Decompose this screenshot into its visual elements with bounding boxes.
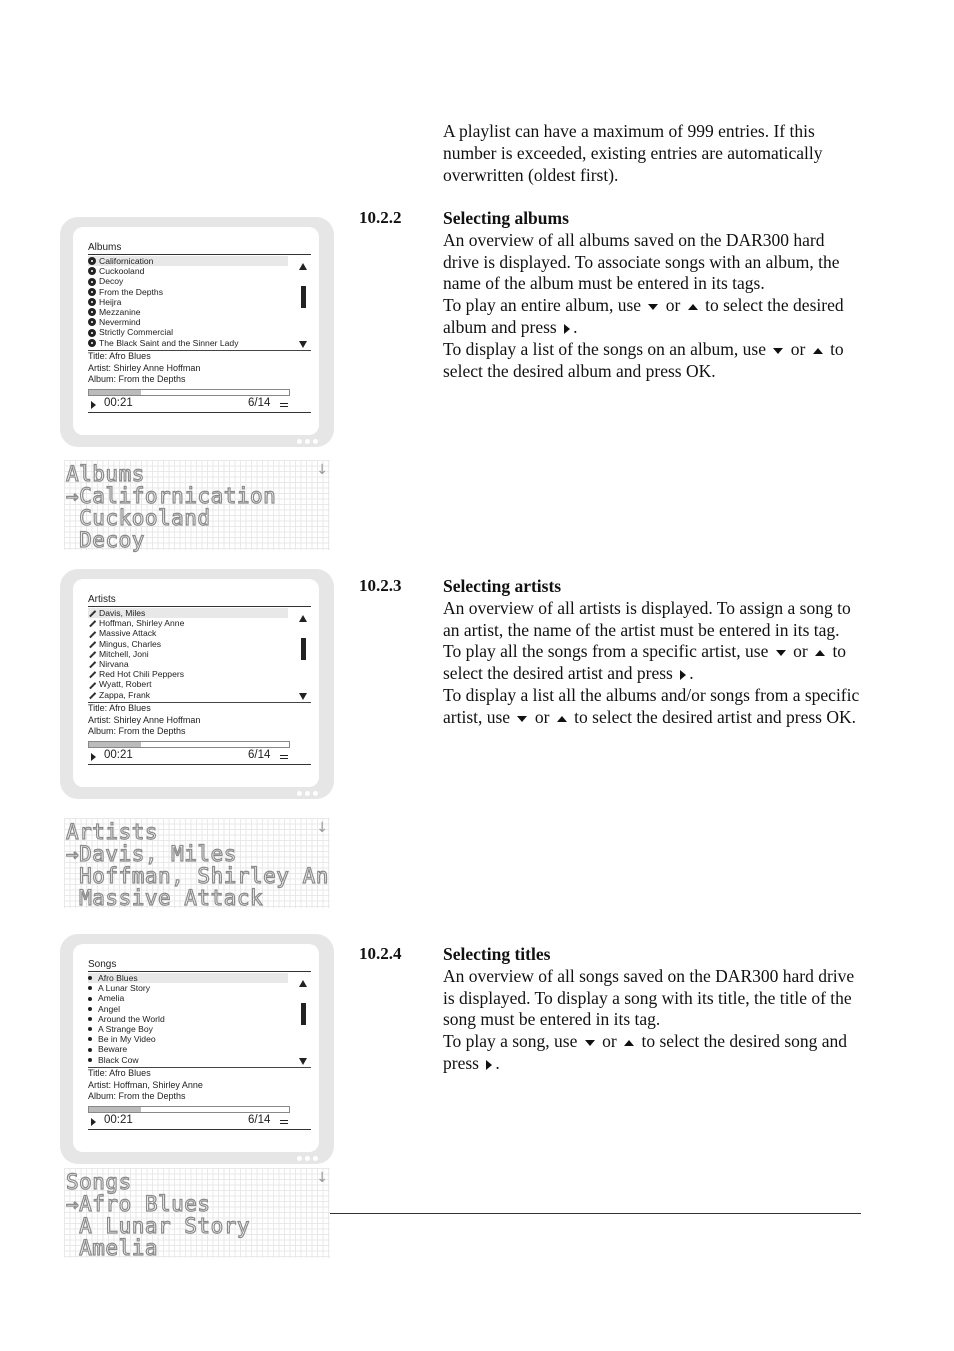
info-album: Album: From the Depths — [88, 1091, 186, 1102]
scroll-up-icon — [299, 263, 307, 270]
section-number: 10.2.3 — [359, 576, 402, 595]
down-arrow-icon — [517, 716, 527, 722]
artist-icon — [88, 690, 96, 698]
list-item-label: Massive Attack — [99, 628, 157, 639]
divider — [88, 412, 311, 413]
list-item-label: Mitchell, Joni — [99, 648, 149, 659]
list-item-label: Californication — [99, 256, 154, 266]
list-item — [88, 317, 288, 327]
note-icon — [88, 1007, 92, 1011]
info-artist: Artist: Shirley Anne Hoffman — [88, 714, 201, 725]
down-arrow-icon: ↓ — [316, 462, 328, 478]
list-item — [88, 338, 288, 348]
section-albums — [443, 208, 863, 382]
device-screen-artists — [60, 569, 334, 799]
down-arrow-icon — [773, 348, 783, 354]
album-icon — [88, 288, 96, 296]
progress-fill — [89, 1107, 141, 1112]
list-item-label: Davis, Miles — [99, 608, 146, 618]
progress-bar — [88, 1106, 290, 1113]
lcd-line: Songs — [66, 1170, 132, 1194]
info-album: Album: From the Depths — [88, 374, 186, 385]
section-heading: Selecting albums — [443, 208, 569, 228]
screen-list — [88, 608, 288, 700]
list-item-label: Wyatt, Robert — [99, 679, 152, 690]
scroll-thumb — [301, 286, 306, 308]
album-icon — [88, 298, 96, 306]
lcd-display-albums — [64, 460, 330, 550]
list-item — [88, 639, 288, 649]
lcd-line: Amelia — [66, 1236, 159, 1260]
down-arrow-icon: ↓ — [316, 820, 328, 836]
menu-icon — [280, 403, 288, 407]
up-arrow-icon — [815, 650, 825, 656]
list-item-label: From the Depths — [99, 286, 163, 297]
screen-title: Albums — [88, 242, 311, 255]
note-icon — [88, 1037, 92, 1041]
screen-display — [73, 227, 319, 435]
list-item-label: Be in My Video — [98, 1034, 156, 1045]
play-icon — [680, 670, 686, 680]
screen-display — [73, 944, 319, 1152]
lcd-display-artists — [64, 818, 330, 908]
lcd-line: Albums — [66, 462, 145, 486]
section-paragraph: To display a list all the albums and/or songs from a specific artist, use or to select the desired artist and press OK. — [443, 684, 860, 727]
play-icon — [564, 324, 570, 334]
device-screen-songs — [60, 934, 334, 1164]
section-number: 10.2.2 — [359, 208, 402, 227]
play-icon — [486, 1060, 492, 1070]
scroll-up-icon — [299, 615, 307, 622]
intro-paragraph: A playlist can have a maximum of 999 entries. If this number is exceeded, existing entries are automatically overwritten (oldest first). — [443, 121, 823, 185]
list-item-label: Afro Blues — [98, 973, 138, 983]
track-count: 6/14 — [248, 1114, 271, 1126]
track-info — [88, 351, 200, 386]
track-count: 6/14 — [248, 397, 271, 409]
menu-icon — [280, 1120, 288, 1124]
list-item-label: Mingus, Charles — [99, 638, 162, 649]
footer-rule — [330, 1213, 861, 1214]
section-titles — [443, 944, 863, 1075]
play-icon — [91, 401, 96, 409]
elapsed-time: 00:21 — [104, 397, 133, 409]
artist-icon — [88, 660, 96, 668]
list-item — [88, 297, 288, 307]
progress-bar — [88, 741, 290, 748]
progress-bar — [88, 389, 290, 396]
note-icon — [88, 1017, 92, 1021]
scroll-thumb — [301, 1003, 306, 1025]
lcd-display-songs — [64, 1168, 330, 1258]
list-item-label: Nirvana — [99, 659, 129, 670]
list-item-label: Amelia — [98, 993, 125, 1004]
lcd-line: →Davis, Miles — [66, 842, 237, 866]
section-heading: Selecting titles — [443, 944, 551, 964]
note-icon — [88, 1058, 92, 1062]
section-paragraph: An overview of all songs saved on the DAR300 hard drive is displayed. To display a song with its title, the title of the song must be entered in its tag. — [443, 965, 855, 1030]
list-item-label: A Lunar Story — [98, 983, 151, 994]
list-item-label: The Black Saint and the Sinner Lady — [99, 337, 239, 348]
list-item — [88, 1034, 288, 1044]
track-count: 6/14 — [248, 749, 271, 761]
section-artists — [443, 576, 863, 729]
lcd-line: Artists — [66, 820, 159, 844]
device-screen-albums — [60, 217, 334, 447]
list-item — [88, 1014, 288, 1024]
list-item — [88, 649, 288, 659]
list-item — [88, 307, 288, 317]
play-icon — [91, 753, 96, 761]
list-item — [88, 1024, 288, 1034]
down-arrow-icon — [648, 304, 658, 310]
scroll-up-icon — [299, 980, 307, 987]
list-item-label: Mezzanine — [99, 307, 141, 318]
lcd-line: →Afro Blues — [66, 1192, 211, 1216]
section-heading: Selecting artists — [443, 576, 562, 596]
info-artist: Artist: Shirley Anne Hoffman — [88, 362, 201, 373]
list-item-label: Hoffman, Shirley Anne — [99, 618, 185, 629]
info-title: Title: Afro Blues — [88, 703, 151, 713]
down-arrow-icon — [776, 650, 786, 656]
list-item — [88, 983, 288, 993]
artist-icon — [88, 619, 96, 627]
info-artist: Artist: Hoffman, Shirley Anne — [88, 1079, 203, 1090]
album-icon — [88, 339, 96, 347]
list-item — [88, 608, 288, 618]
list-item-label: Cuckooland — [99, 266, 145, 277]
screen-title: Songs — [88, 959, 311, 972]
up-arrow-icon — [813, 348, 823, 354]
device-dots — [297, 1156, 318, 1161]
list-item — [88, 659, 288, 669]
section-paragraph: To play an entire album, use or to select the desired album and press . — [443, 295, 844, 337]
device-dots — [297, 791, 318, 796]
list-item-label: Strictly Commercial — [99, 327, 174, 338]
album-icon — [88, 278, 96, 286]
list-item — [88, 973, 288, 983]
info-title: Title: Afro Blues — [88, 351, 151, 361]
list-item-label: Nevermind — [99, 317, 141, 328]
list-item — [88, 1055, 288, 1065]
note-icon — [88, 1027, 92, 1031]
list-item — [88, 256, 288, 266]
up-arrow-icon — [557, 716, 567, 722]
elapsed-time: 00:21 — [104, 1114, 133, 1126]
scroll-down-icon — [299, 693, 307, 700]
note-icon — [88, 1048, 92, 1052]
elapsed-time: 00:21 — [104, 749, 133, 761]
list-item — [88, 266, 288, 276]
list-item-label: Beware — [98, 1044, 128, 1055]
list-item-label: Zappa, Frank — [99, 689, 151, 700]
lcd-line: Cuckooland — [66, 506, 211, 530]
album-icon — [88, 308, 96, 316]
lcd-line: Hoffman, Shirley An — [66, 864, 329, 888]
section-paragraph: To play all the songs from a specific artist, use or to select the desired artist and press . — [443, 641, 847, 684]
list-item — [88, 993, 288, 1003]
list-item — [88, 669, 288, 679]
scroll-down-icon — [299, 341, 307, 348]
album-icon — [88, 267, 96, 275]
lcd-line: A Lunar Story — [66, 1214, 251, 1238]
device-dots — [297, 439, 318, 444]
artist-icon — [88, 629, 96, 637]
list-item — [88, 287, 288, 297]
list-item — [88, 679, 288, 689]
list-item-label: Red Hot Chili Peppers — [99, 669, 185, 680]
section-number: 10.2.4 — [359, 944, 402, 963]
down-arrow-icon — [585, 1040, 595, 1046]
list-item — [88, 618, 288, 628]
screen-display — [73, 579, 319, 787]
list-item — [88, 628, 288, 638]
list-item-label: Angel — [98, 1003, 120, 1014]
lcd-line: →Californication — [66, 484, 277, 508]
play-icon — [91, 1118, 96, 1126]
scroll-thumb — [301, 638, 306, 660]
screen-list — [88, 256, 288, 348]
list-item — [88, 276, 288, 286]
artist-icon — [88, 650, 96, 658]
list-item-label: Decoy — [99, 276, 124, 287]
list-item-label: Heijra — [99, 296, 122, 307]
list-item — [88, 690, 288, 700]
track-info — [88, 1068, 203, 1103]
lcd-line: Massive Attack — [66, 886, 264, 910]
album-icon — [88, 257, 96, 265]
section-paragraph: To play a song, use or to select the desired song and press . — [443, 1031, 848, 1073]
list-item-label: Black Cow — [98, 1054, 139, 1065]
list-item — [88, 327, 288, 337]
note-icon — [88, 986, 92, 990]
artist-icon — [88, 639, 96, 647]
menu-icon — [280, 755, 288, 759]
lcd-line: Decoy — [66, 528, 145, 552]
info-title: Title: Afro Blues — [88, 1068, 151, 1078]
album-icon — [88, 329, 96, 337]
divider — [88, 764, 311, 765]
down-arrow-icon: ↓ — [316, 1170, 328, 1186]
artist-icon — [88, 680, 96, 688]
screen-list — [88, 973, 288, 1065]
note-icon — [88, 997, 92, 1001]
section-paragraph: An overview of all artists is displayed. To assign a song to an artist, the name of the artist must be entered in its tag. — [443, 597, 851, 640]
progress-fill — [89, 742, 141, 747]
artist-icon — [88, 609, 96, 617]
section-paragraph: To display a list of the songs on an album, use or to select the desired album and press OK. — [443, 338, 844, 381]
scroll-down-icon — [299, 1058, 307, 1065]
progress-fill — [89, 390, 141, 395]
screen-title: Artists — [88, 594, 311, 607]
divider — [88, 1129, 311, 1130]
list-item — [88, 1004, 288, 1014]
up-arrow-icon — [688, 304, 698, 310]
info-album: Album: From the Depths — [88, 726, 186, 737]
section-paragraph: An overview of all albums saved on the DAR300 hard drive is displayed. To associate songs with an album, the name of the album must be entered in its tags. — [443, 229, 840, 294]
up-arrow-icon — [624, 1040, 634, 1046]
artist-icon — [88, 670, 96, 678]
list-item-label: A Strange Boy — [98, 1024, 153, 1035]
track-info — [88, 703, 200, 738]
list-item — [88, 1044, 288, 1054]
album-icon — [88, 318, 96, 326]
note-icon — [88, 976, 92, 980]
list-item-label: Around the World — [98, 1013, 165, 1024]
